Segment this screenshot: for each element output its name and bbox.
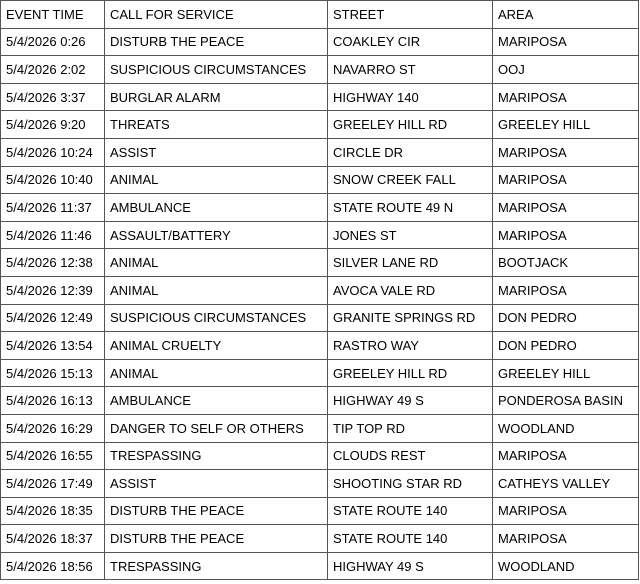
event-time-cell: 5/4/2026 16:13 xyxy=(1,387,105,415)
table-row xyxy=(1,497,639,525)
event-time-cell: 5/4/2026 13:54 xyxy=(1,332,105,360)
street-cell: GREELEY HILL RD xyxy=(328,111,493,139)
call-for-service-cell: BURGLAR ALARM xyxy=(105,83,328,111)
call-for-service-cell: THREATS xyxy=(105,111,328,139)
street-cell: STATE ROUTE 140 xyxy=(328,525,493,553)
call-for-service-cell: TRESPASSING xyxy=(105,552,328,580)
table-row xyxy=(1,166,639,194)
table-row xyxy=(1,332,639,360)
call-for-service-cell: AMBULANCE xyxy=(105,194,328,222)
table-row xyxy=(1,83,639,111)
area-cell: DON PEDRO xyxy=(493,332,639,360)
area-cell: MARIPOSA xyxy=(493,221,639,249)
event-time-cell: 5/4/2026 12:39 xyxy=(1,276,105,304)
event-time-cell: 5/4/2026 15:13 xyxy=(1,359,105,387)
table-row xyxy=(1,414,639,442)
call-for-service-cell: DISTURB THE PEACE xyxy=(105,497,328,525)
area-cell: DON PEDRO xyxy=(493,304,639,332)
street-cell: RASTRO WAY xyxy=(328,332,493,360)
area-cell: MARIPOSA xyxy=(493,194,639,222)
street-cell: GRANITE SPRINGS RD xyxy=(328,304,493,332)
street-cell: TIP TOP RD xyxy=(328,414,493,442)
event-time-cell: 5/4/2026 18:56 xyxy=(1,552,105,580)
table-row xyxy=(1,56,639,84)
area-cell: BOOTJACK xyxy=(493,249,639,277)
area-cell: MARIPOSA xyxy=(493,276,639,304)
street-cell: COAKLEY CIR xyxy=(328,28,493,56)
area-cell: GREELEY HILL xyxy=(493,359,639,387)
event-time-cell: 5/4/2026 18:37 xyxy=(1,525,105,553)
event-time-cell: 5/4/2026 12:38 xyxy=(1,249,105,277)
table-row xyxy=(1,470,639,498)
street-cell: HIGHWAY 49 S xyxy=(328,387,493,415)
call-for-service-cell: ASSIST xyxy=(105,470,328,498)
call-for-service-cell: ANIMAL xyxy=(105,276,328,304)
call-for-service-cell: ANIMAL CRUELTY xyxy=(105,332,328,360)
event-time-cell: 5/4/2026 16:29 xyxy=(1,414,105,442)
event-time-cell: 5/4/2026 10:40 xyxy=(1,166,105,194)
event-time-cell: 5/4/2026 0:26 xyxy=(1,28,105,56)
event-time-cell: 5/4/2026 11:37 xyxy=(1,194,105,222)
area-cell: PONDEROSA BASIN xyxy=(493,387,639,415)
header-area: AREA xyxy=(493,1,639,29)
call-for-service-cell: ANIMAL xyxy=(105,249,328,277)
event-time-cell: 5/4/2026 18:35 xyxy=(1,497,105,525)
call-for-service-cell: AMBULANCE xyxy=(105,387,328,415)
call-for-service-cell: SUSPICIOUS CIRCUMSTANCES xyxy=(105,304,328,332)
table-row xyxy=(1,111,639,139)
area-cell: CATHEYS VALLEY xyxy=(493,470,639,498)
table-body xyxy=(1,28,639,580)
street-cell: AVOCA VALE RD xyxy=(328,276,493,304)
table-row xyxy=(1,304,639,332)
table-row xyxy=(1,249,639,277)
street-cell: STATE ROUTE 49 N xyxy=(328,194,493,222)
event-time-cell: 5/4/2026 3:37 xyxy=(1,83,105,111)
header-call-for-service: CALL FOR SERVICE xyxy=(105,1,328,29)
call-for-service-cell: ASSIST xyxy=(105,138,328,166)
area-cell: MARIPOSA xyxy=(493,166,639,194)
call-for-service-cell: TRESPASSING xyxy=(105,442,328,470)
street-cell: SILVER LANE RD xyxy=(328,249,493,277)
table-row xyxy=(1,442,639,470)
table-row xyxy=(1,138,639,166)
event-time-cell: 5/4/2026 11:46 xyxy=(1,221,105,249)
street-cell: GREELEY HILL RD xyxy=(328,359,493,387)
table-row xyxy=(1,221,639,249)
street-cell: NAVARRO ST xyxy=(328,56,493,84)
area-cell: MARIPOSA xyxy=(493,497,639,525)
call-for-service-cell: SUSPICIOUS CIRCUMSTANCES xyxy=(105,56,328,84)
event-time-cell: 5/4/2026 10:24 xyxy=(1,138,105,166)
street-cell: SNOW CREEK FALL xyxy=(328,166,493,194)
street-cell: CIRCLE DR xyxy=(328,138,493,166)
event-time-cell: 5/4/2026 9:20 xyxy=(1,111,105,139)
call-for-service-cell: ANIMAL xyxy=(105,166,328,194)
call-for-service-cell: DANGER TO SELF OR OTHERS xyxy=(105,414,328,442)
call-for-service-cell: ASSAULT/BATTERY xyxy=(105,221,328,249)
table-row xyxy=(1,359,639,387)
area-cell: MARIPOSA xyxy=(493,28,639,56)
event-time-cell: 5/4/2026 16:55 xyxy=(1,442,105,470)
table-row xyxy=(1,194,639,222)
street-cell: SHOOTING STAR RD xyxy=(328,470,493,498)
table-row xyxy=(1,28,639,56)
street-cell: HIGHWAY 49 S xyxy=(328,552,493,580)
event-time-cell: 5/4/2026 12:49 xyxy=(1,304,105,332)
street-cell: STATE ROUTE 140 xyxy=(328,497,493,525)
call-for-service-cell: DISTURB THE PEACE xyxy=(105,28,328,56)
event-time-cell: 5/4/2026 17:49 xyxy=(1,470,105,498)
area-cell: MARIPOSA xyxy=(493,138,639,166)
call-for-service-cell: DISTURB THE PEACE xyxy=(105,525,328,553)
area-cell: MARIPOSA xyxy=(493,525,639,553)
table-row xyxy=(1,525,639,553)
street-cell: HIGHWAY 140 xyxy=(328,83,493,111)
area-cell: GREELEY HILL xyxy=(493,111,639,139)
header-event-time: EVENT TIME xyxy=(1,1,105,29)
call-for-service-cell: ANIMAL xyxy=(105,359,328,387)
area-cell: OOJ xyxy=(493,56,639,84)
area-cell: WOODLAND xyxy=(493,414,639,442)
table-row xyxy=(1,387,639,415)
table-row xyxy=(1,552,639,580)
street-cell: CLOUDS REST xyxy=(328,442,493,470)
street-cell: JONES ST xyxy=(328,221,493,249)
header-row xyxy=(1,1,639,29)
area-cell: MARIPOSA xyxy=(493,83,639,111)
event-time-cell: 5/4/2026 2:02 xyxy=(1,56,105,84)
area-cell: WOODLAND xyxy=(493,552,639,580)
header-street: STREET xyxy=(328,1,493,29)
area-cell: MARIPOSA xyxy=(493,442,639,470)
table-row xyxy=(1,276,639,304)
